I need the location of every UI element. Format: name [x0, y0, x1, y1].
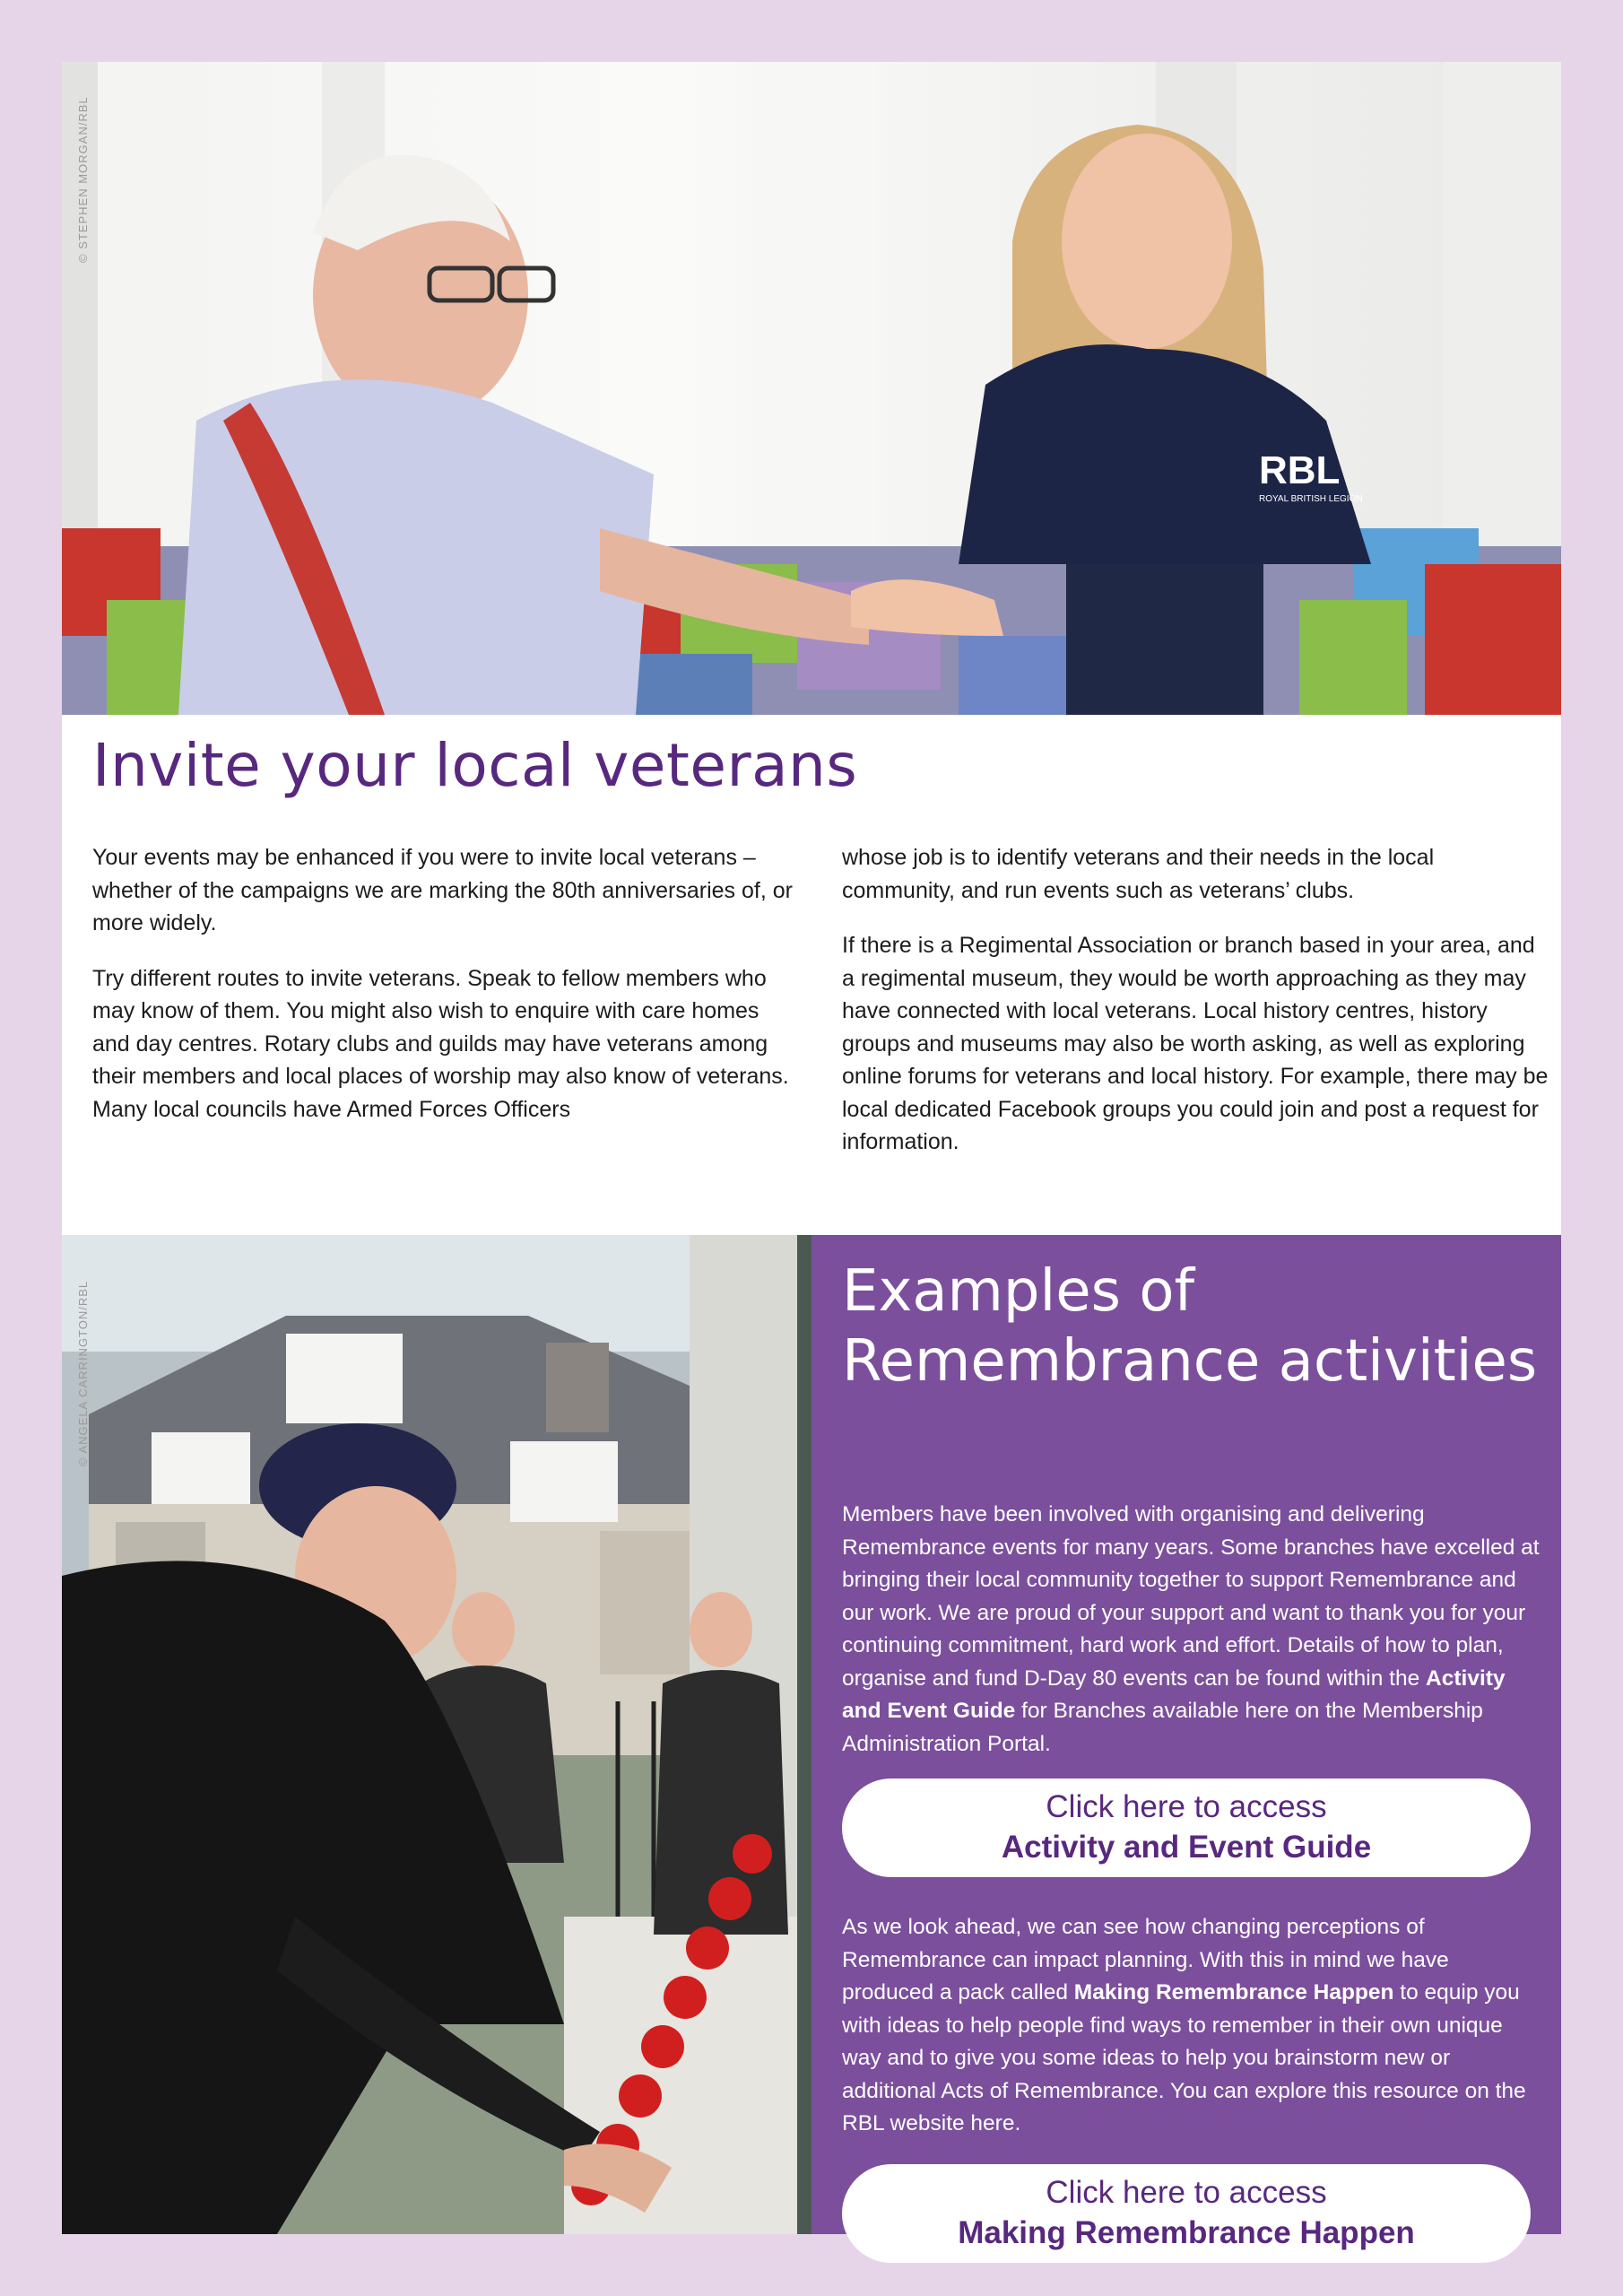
making-remembrance-button[interactable]: [842, 2164, 1531, 2263]
activity-guide-button[interactable]: [842, 1779, 1531, 1877]
photo-illustration: [62, 1235, 812, 2234]
paragraph-text: to equip you with ideas to help people find ways to remember in their own unique way and to give you some ideas to help you brainstorm new or additional Acts of Remembrance. You can explore this resource on the RBL website here.: [842, 1980, 1526, 2135]
photo-credit-top: © STEPHEN MORGAN/RBL: [76, 96, 90, 263]
making-remembrance-bold: Making Remembrance Happen: [1073, 1980, 1394, 2005]
wreath-laying-photo: [62, 1235, 812, 2234]
logo-subtext: ROYAL BRITISH LEGION: [1259, 494, 1363, 504]
button-label-line1: Click here to access: [1046, 2175, 1327, 2210]
examples-paragraph-1: [842, 1499, 1541, 1761]
logo-rbl: RBL: [1259, 448, 1341, 492]
examples-heading: [842, 1257, 1541, 1396]
button-label-line2: Activity and Event Guide: [1001, 1830, 1372, 1865]
examples-paragraph-2: [842, 1911, 1541, 2141]
button-label-line2: Making Remembrance Happen: [958, 2215, 1415, 2250]
paragraph-text: for Branches available here on the Membership Administration Portal.: [842, 1699, 1483, 1756]
examples-panel: [812, 1235, 1561, 2250]
page-sheet: [62, 62, 1561, 2250]
invite-heading: Invite your local veterans: [92, 731, 858, 800]
invite-column-left: [92, 841, 801, 1148]
veteran-and-volunteer-photo: [62, 62, 1561, 715]
button-label-line1: Click here to access: [1046, 1789, 1327, 1824]
invite-column-right: [842, 841, 1550, 1181]
invite-section: [92, 715, 1549, 1296]
examples-heading-line1: Examples of: [842, 1258, 1195, 1325]
activity-guide-bold: Activity and Event Guide: [842, 1665, 1506, 1723]
examples-heading-line2: Remembrance activities: [842, 1328, 1538, 1395]
photo-illustration: [62, 62, 1561, 715]
invite-paragraph: Try different routes to invite veterans. Speak to fellow members who may know of them. You might also wish to enquire with care homes and day centres. Rotary clubs and guilds may have veterans among their members and local places of worship may also know of veterans. Many local councils have Armed Forces Officers: [92, 965, 789, 1122]
invite-paragraph: Your events may be enhanced if you were to invite local veterans – whether of the campaigns we are marking the 80th anniversaries of, or more widely.: [92, 845, 793, 935]
photo-credit-bottom: © ANGELA CARRINGTON/RBL: [76, 1280, 90, 1466]
invite-paragraph: If there is a Regimental Association or branch based in your area, and a regimental museum, they would be worth approaching as they may have connected with local veterans. Local history centres, history groups and museums may also be worth asking, as well as exploring online forums for veterans and local history. For example, there may be local dedicated Facebook groups you could join and post a request for information.: [842, 933, 1549, 1154]
paragraph-text: As we look ahead, we can see how changing perceptions of Remembrance can impact planning. With this in mind we have produced a pack called: [842, 1915, 1449, 2005]
paragraph-text: Members have been involved with organising and delivering Remembrance events for many years. Some branches have excelled at bringing their local community together to support Remembrance and our work. We are proud of your support and want to thank you for your continuing commitment, hard work and effort. Details of how to plan, organise and fund D-Day 80 events can be found within the: [842, 1502, 1540, 1691]
invite-paragraph: whose job is to identify veterans and their needs in the local community, and run events such as veterans’ clubs.: [842, 845, 1435, 903]
